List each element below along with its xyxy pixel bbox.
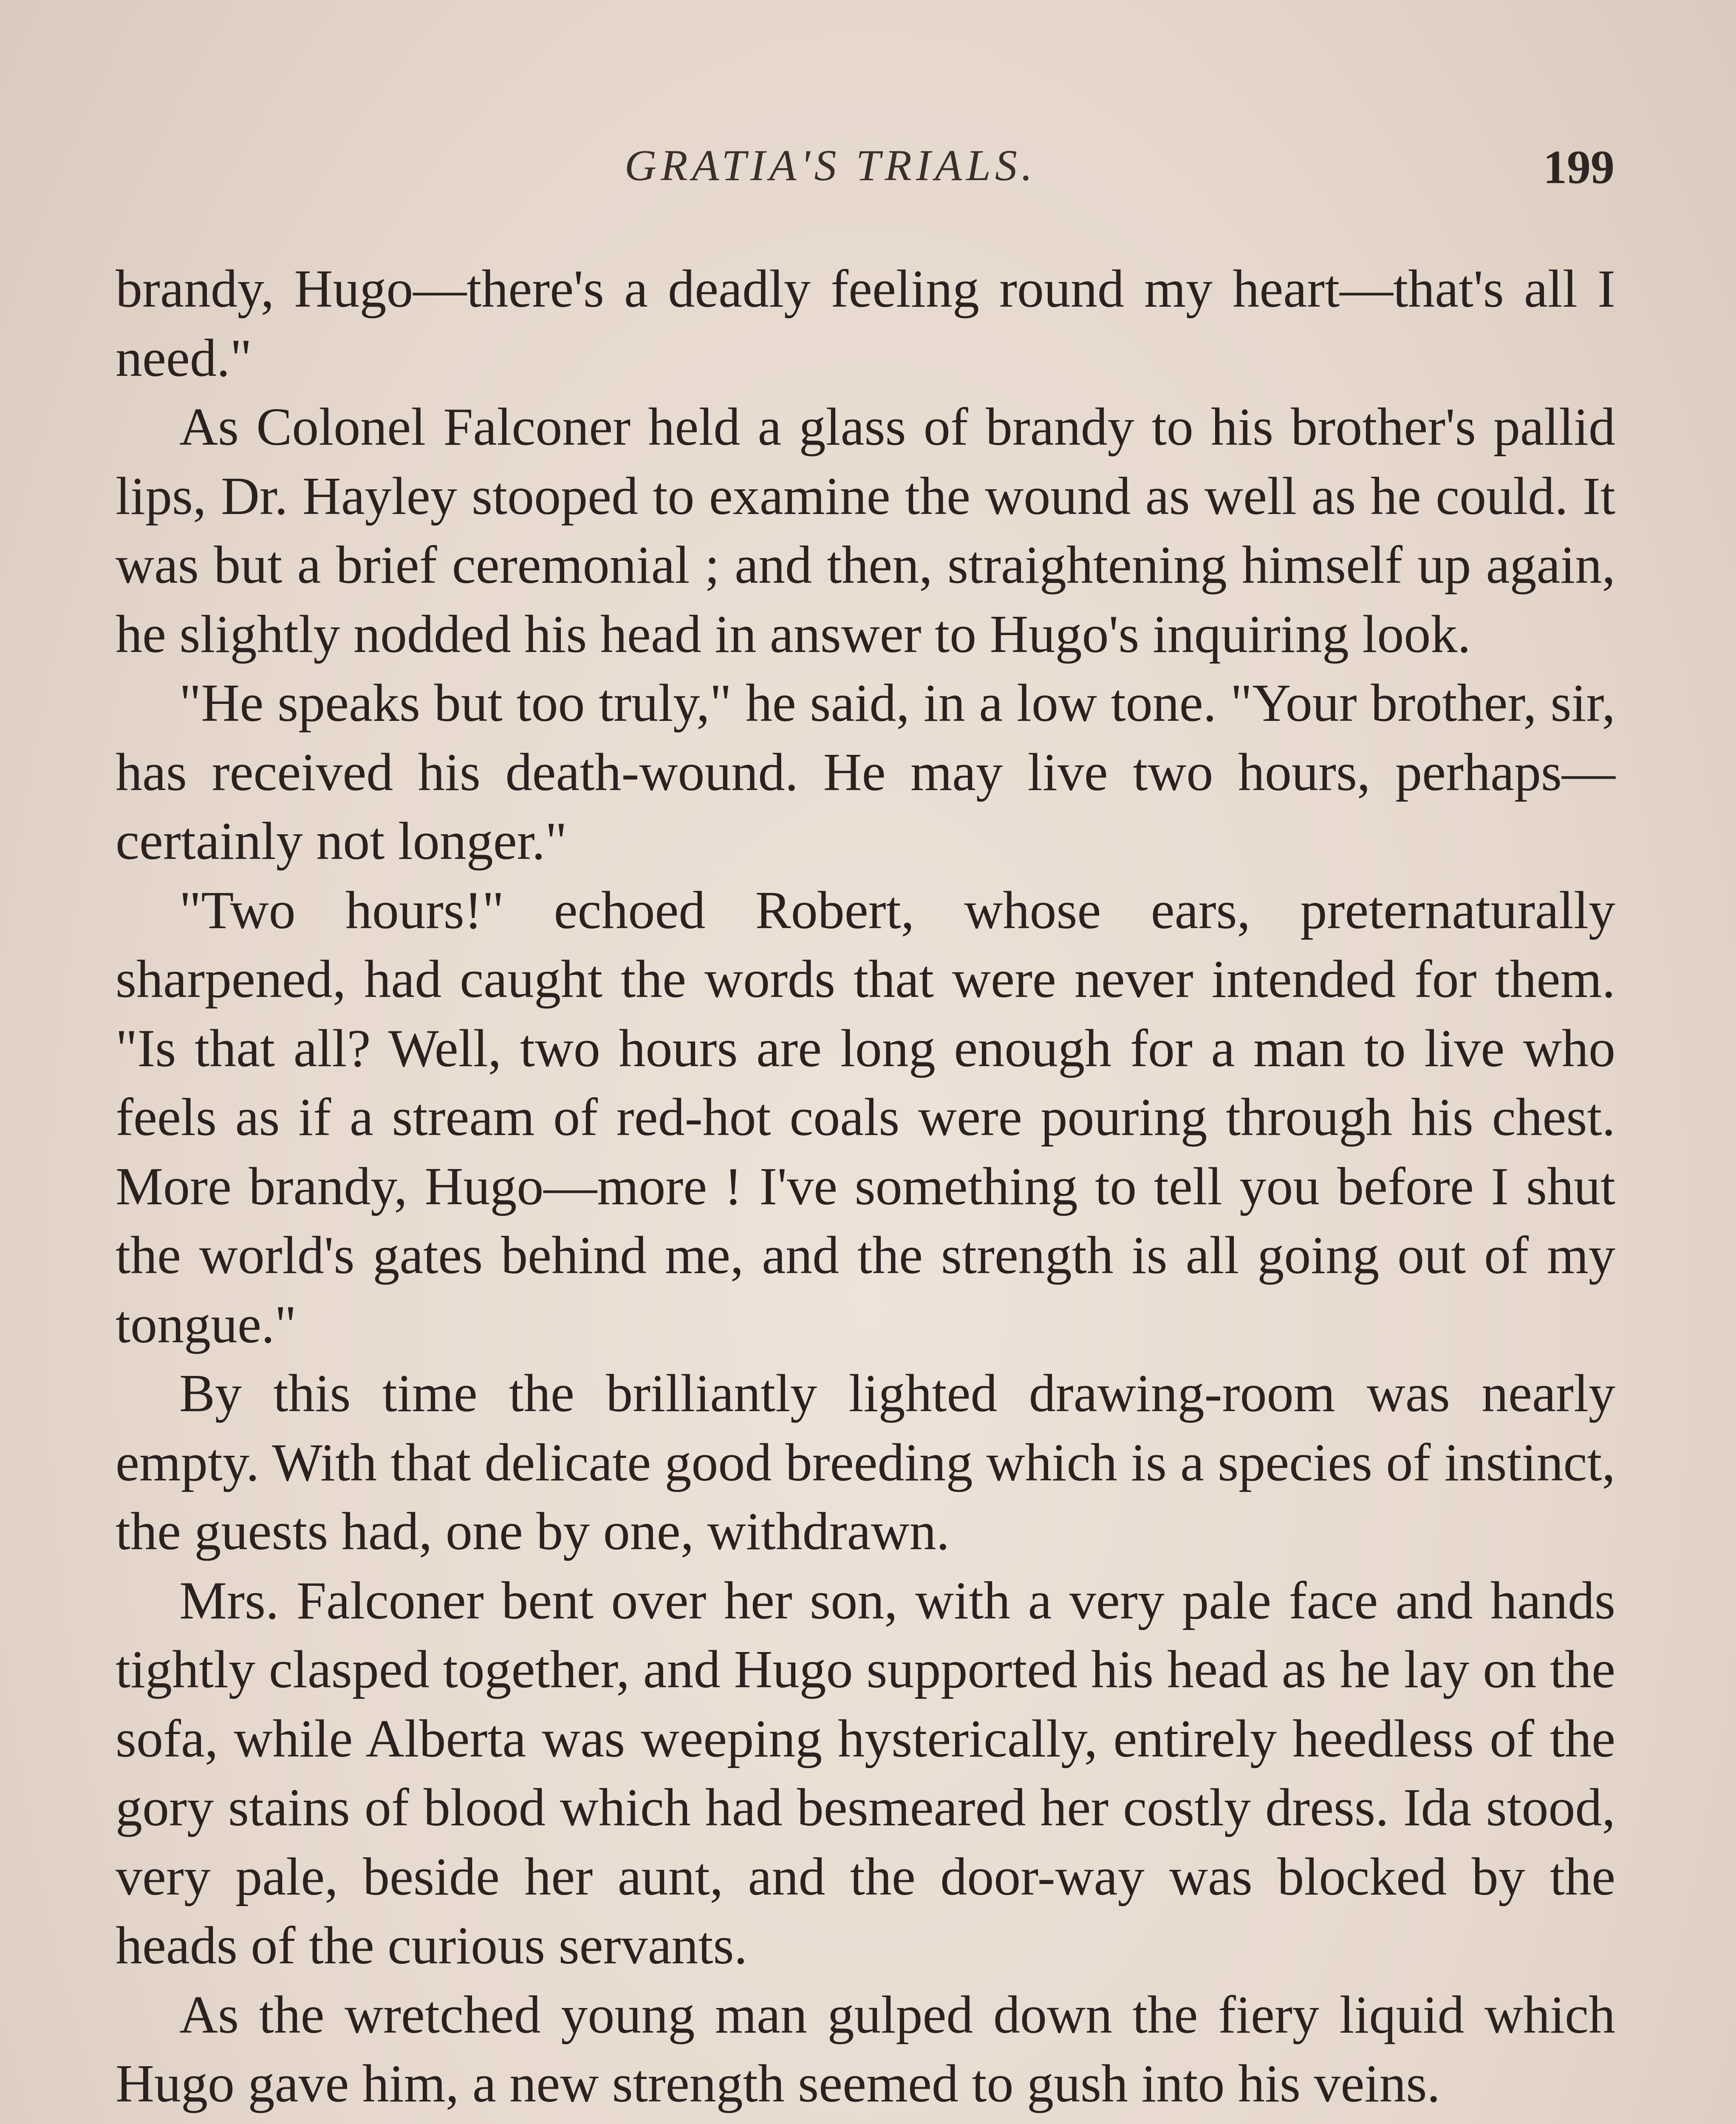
running-title: GRATIA'S TRIALS.	[625, 141, 1037, 190]
body-text	[116, 255, 1615, 2124]
paragraph: By this time the brilliantly lighted drawing-room was nearly empty. With that delicate good breeding which is a species of instinct, the guests had, one by one, withdrawn.	[116, 1364, 1615, 1561]
paragraph: "He speaks but too truly," he said, in a low tone. "Your brother, sir, has received his death-wound. He may live two hours, perhaps—certainly not longer."	[116, 674, 1615, 871]
running-header	[119, 140, 1614, 208]
paragraph: As Colonel Falconer held a glass of brandy to his brother's pallid lips, Dr. Hayley stooped to examine the wound as well as he could. It was but a brief ceremonial ; and then, straightening himself up again, he slightly nodded his head in answer to Hugo's inquiring look.	[116, 398, 1615, 664]
paragraph: As the wretched young man gulped down the fiery liquid which Hugo gave him, a new strength seemed to gush into his veins.	[116, 1985, 1615, 2113]
paragraph: "Two hours!" echoed Robert, whose ears, preternaturally sharpened, had caught the words that were never intended for them. "Is that all? Well, two hours are long enough for a man to live who feels as if a stream of red-hot coals were pouring through his chest. More brandy, Hugo—more ! I've something to tell you before I shut the world's gates behind me, and the strength is all going out of my tongue."	[116, 881, 1615, 1354]
page-number: 199	[1543, 141, 1614, 194]
paragraph: brandy, Hugo—there's a deadly feeling round my heart—that's all I need."	[116, 260, 1615, 388]
paragraph	[116, 2119, 1615, 2124]
paragraph: Mrs. Falconer bent over her son, with a very pale face and hands tightly clasped together, and Hugo supported his head as he lay on the sofa, while Alberta was weeping hysterically, entirely heedless of the gory stains of blood which had besmeared her costly dress. Ida stood, very pale, beside her aunt, and the door-way was blocked by the heads of the curious servants.	[116, 1571, 1615, 1975]
